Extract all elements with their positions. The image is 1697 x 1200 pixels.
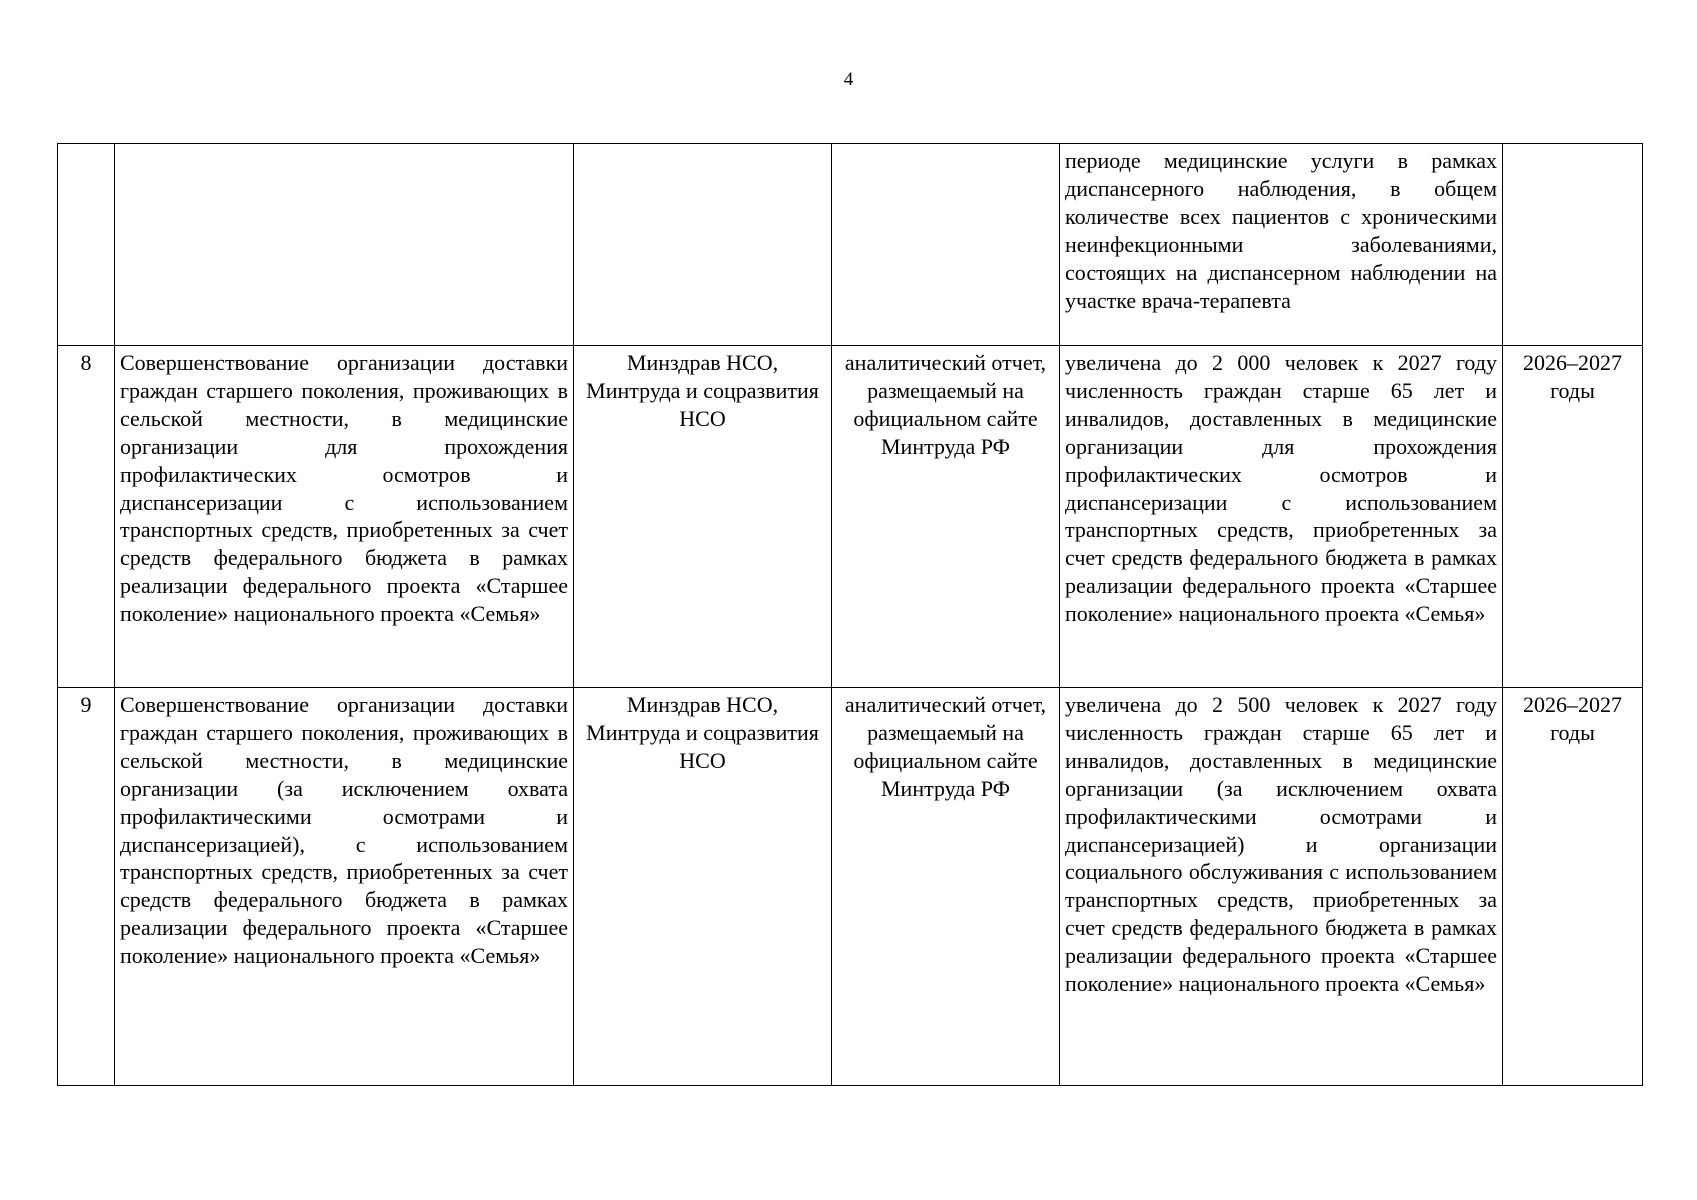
cell-task — [115, 144, 574, 346]
cell-result: увеличена до 2 000 человек к 2027 году численность граждан старше 65 лет и инвалидов, доставленных в медицинские организации для прохождения профилактических осмотров и диспансеризации с использованием транспортных средств, приобретенных за счет средств федерального бюджета в рамках реализации федерального проекта «Старшее поколение» национального проекта «Семья» — [1060, 346, 1503, 688]
cell-executor: Минздрав НСО, Минтруда и соцразвития НСО — [574, 346, 832, 688]
cell-result: периоде медицинские услуги в рамках диспансерного наблюдения, в общем количестве всех пациентов с хроническими неинфекционными заболеваниями, состоящих на диспансерном наблюдении на участке врача-терапевта — [1060, 144, 1503, 346]
cell-term: 2026–2027 годы — [1503, 688, 1643, 1086]
cell-task: Совершенствование организации доставки граждан старшего поколения, проживающих в сельской местности, в медицинские организации (за исключением охвата профилактическими осмотрами и диспансеризацией), с использованием транспортных средств, приобретенных за счет средств федерального бюджета в рамках реализации федерального проекта «Старшее поколение» национального проекта «Семья» — [115, 688, 574, 1086]
cell-executor — [574, 144, 832, 346]
measures-table — [57, 143, 1643, 1086]
table-row — [58, 688, 1643, 1086]
cell-report-form — [832, 144, 1060, 346]
cell-term: 2026–2027 годы — [1503, 346, 1643, 688]
cell-number: 9 — [58, 688, 115, 1086]
cell-task: Совершенствование организации доставки граждан старшего поколения, проживающих в сельской местности, в медицинские организации для прохождения профилактических осмотров и диспансеризации с использованием транспортных средств, приобретенных за счет средств федерального бюджета в рамках реализации федерального проекта «Старшее поколение» национального проекта «Семья» — [115, 346, 574, 688]
table-row — [58, 346, 1643, 688]
cell-report-form: аналитический отчет, размещаемый на официальном сайте Минтруда РФ — [832, 688, 1060, 1086]
cell-result: увеличена до 2 500 человек к 2027 году численность граждан старше 65 лет и инвалидов, доставленных в медицинские организации (за исключением охвата профилактическими осмотрами и диспансеризацией) и организации социального обслуживания с использованием транспортных средств, приобретенных за счет средств федерального бюджета в рамках реализации федерального проекта «Старшее поколение» национального проекта «Семья» — [1060, 688, 1503, 1086]
cell-term — [1503, 144, 1643, 346]
cell-report-form: аналитический отчет, размещаемый на официальном сайте Минтруда РФ — [832, 346, 1060, 688]
cell-number — [58, 144, 115, 346]
cell-executor: Минздрав НСО, Минтруда и соцразвития НСО — [574, 688, 832, 1086]
cell-number: 8 — [58, 346, 115, 688]
page-number: 4 — [843, 69, 854, 90]
table-row-continuation — [58, 144, 1643, 346]
